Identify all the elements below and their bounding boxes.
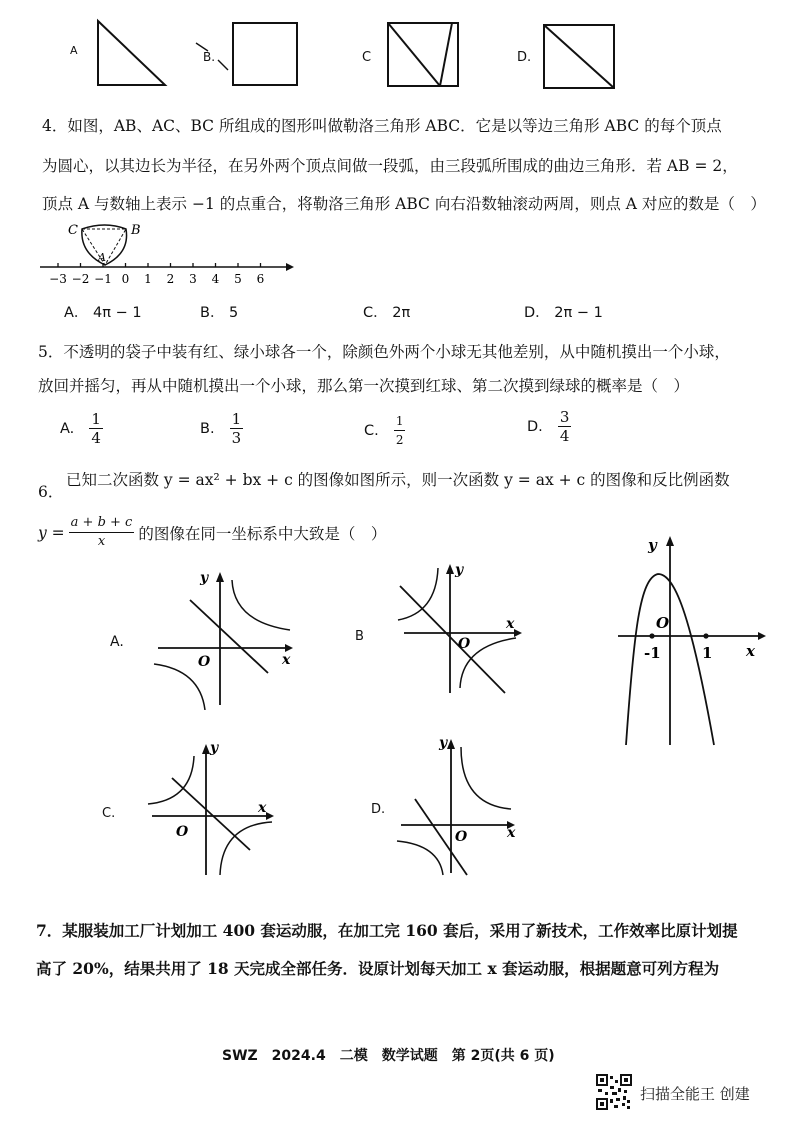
q4-option-d: D． 2π − 1 — [524, 305, 603, 321]
q4-option-c: C． 2π — [363, 305, 411, 321]
q6-frac-num: a + b + c — [69, 514, 135, 533]
number-line-tick-label: 0 — [121, 272, 130, 286]
q3-option-b-label: B. — [203, 50, 216, 64]
q5-option-d-den: 4 — [559, 427, 570, 445]
q5-option-b-num: 1 — [231, 410, 242, 428]
q3-option-d-label: D. — [517, 50, 532, 65]
q6-graph-c-o: O — [176, 824, 189, 840]
q6-graph-a-label: A. — [110, 634, 124, 650]
q5-option-b-label: B. — [200, 421, 215, 437]
q6-parabola-x: x — [746, 642, 755, 660]
q6-graph-b-label: B — [355, 629, 364, 644]
q6-graph-d-y: y — [439, 735, 448, 751]
q6-graph-c-y: y — [210, 740, 219, 756]
q6-graph-b — [390, 558, 530, 698]
qr-code-icon — [596, 1074, 632, 1110]
q5-option-d-num: 3 — [559, 408, 570, 426]
number-line-tick-label: −2 — [71, 272, 90, 286]
q6-graph-c-x: x — [258, 800, 267, 816]
q5-option-a-num: 1 — [91, 410, 101, 428]
q6-parabola-tick-1: 1 — [702, 644, 713, 662]
q7-text-line2: 高了 20%，结果共用了 18 天完成全部任务．设原计划每天加工 x 套运动服，根据题意可列方程为 — [36, 959, 720, 978]
page-footer: SWZ 2024.4 二模 数学试题 第 2页(共 6 页) — [222, 1048, 555, 1064]
q6-graph-a-o: O — [198, 654, 211, 670]
number-line-tick-label: 6 — [256, 272, 265, 286]
q5-text-line2: 放回并摇匀，再从中随机摸出一个小球，那么第一次摸到红球、第二次摸到绿球的概率是（ ） — [38, 377, 690, 395]
q6-graph-d-label: D. — [371, 802, 386, 817]
scanner-watermark: 扫描全能王 创建 — [640, 1085, 750, 1103]
q6-graph-b-o: O — [458, 636, 471, 652]
q6-parabola-graph — [610, 530, 780, 750]
q6-frac-den: x — [97, 534, 106, 549]
q5-option-c-den: 2 — [395, 433, 404, 447]
q4-option-a: A． 4π − 1 — [64, 305, 142, 321]
point-c-label: C — [68, 223, 78, 238]
q4-option-b: B． 5 — [200, 305, 239, 321]
number-line-tick-label: 2 — [166, 272, 175, 286]
number-line-tick-label: 5 — [234, 272, 242, 286]
number-line-tick-label: −3 — [49, 272, 67, 286]
q6-graph-a — [150, 560, 300, 710]
q6-text-line2 — [38, 514, 386, 551]
q6-parabola-tick-neg1: -1 — [644, 644, 661, 662]
q3-option-a-label: A — [70, 44, 78, 57]
q6-number: 6． — [38, 483, 64, 501]
q5-option-c — [364, 412, 405, 449]
q6-graph-b-y: y — [455, 562, 464, 578]
q4-text-line2: 为圆心，以其边长为半径，在另外两个顶点间做一段弧，由三段弧所围成的曲边三角形．若 AB = 2， — [42, 157, 738, 175]
q5-text-line1: 5．不透明的袋子中装有红、绿小球各一个，除颜色外两个小球无其他差别，从中随机摸出一个小球， — [38, 343, 730, 361]
q6-text-line1: 已知二次函数 y = ax² + bx + c 的图像如图所示，则一次函数 y = ax + c 的图像和反比例函数 — [66, 471, 730, 489]
number-line-tick-label: −1 — [94, 272, 112, 286]
q6-y-eq: y = — [38, 523, 65, 542]
q5-option-c-label: C. — [364, 423, 379, 439]
q4-text-line1: 4．如图，AB、AC、BC 所组成的图形叫做勒洛三角形 ABC．它是以等边三角形 ABC 的每个顶点 — [42, 117, 722, 135]
q6-parabola-y: y — [648, 536, 657, 554]
q6-parabola-o: O — [656, 614, 670, 632]
q3-option-c-figure — [385, 18, 465, 93]
q5-option-b-den: 3 — [231, 429, 242, 447]
q3-option-c-label: C — [362, 50, 372, 65]
q6-graph-c-label: C. — [102, 806, 116, 821]
q5-option-b — [200, 410, 243, 447]
q6-graph-c — [140, 740, 290, 880]
q6-graph-d-o: O — [455, 829, 468, 845]
q4-text-line3: 顶点 A 与数轴上表示 −1 的点重合，将勒洛三角形 ABC 向右沿数轴滚动两周，则点 A 对应的数是（ ） — [42, 195, 766, 213]
q5-option-a-den: 4 — [91, 429, 101, 447]
q5-option-d-label: D. — [527, 419, 543, 435]
number-line-tick-label: 1 — [144, 272, 152, 286]
q5-option-d — [527, 408, 571, 445]
q6-graph-b-x: x — [506, 616, 515, 632]
point-b-label: B — [131, 223, 141, 238]
point-a-label: A — [98, 251, 106, 264]
q6-graph-d — [395, 733, 525, 878]
q6-graph-a-x: x — [282, 652, 291, 668]
q6-line2-rest: 的图像在同一坐标系中大致是（ ） — [138, 524, 387, 543]
q6-graph-d-x: x — [507, 825, 516, 841]
reuleaux-number-line-figure — [30, 215, 300, 290]
q3-option-a-figure — [90, 18, 170, 88]
number-line-tick-label: 3 — [189, 272, 197, 286]
number-line-tick-label: 4 — [211, 272, 220, 286]
q5-option-c-num: 1 — [394, 412, 406, 431]
q3-option-d-figure — [540, 20, 620, 92]
q5-option-a — [60, 410, 103, 447]
q7-text-line1: 7．某服装加工厂计划加工 400 套运动服，在加工完 160 套后，采用了新技术，工作效率比原计划提 — [36, 921, 738, 940]
q3-option-b-figure — [193, 18, 303, 93]
q5-option-a-label: A. — [60, 421, 75, 437]
q6-graph-a-y: y — [200, 570, 209, 586]
